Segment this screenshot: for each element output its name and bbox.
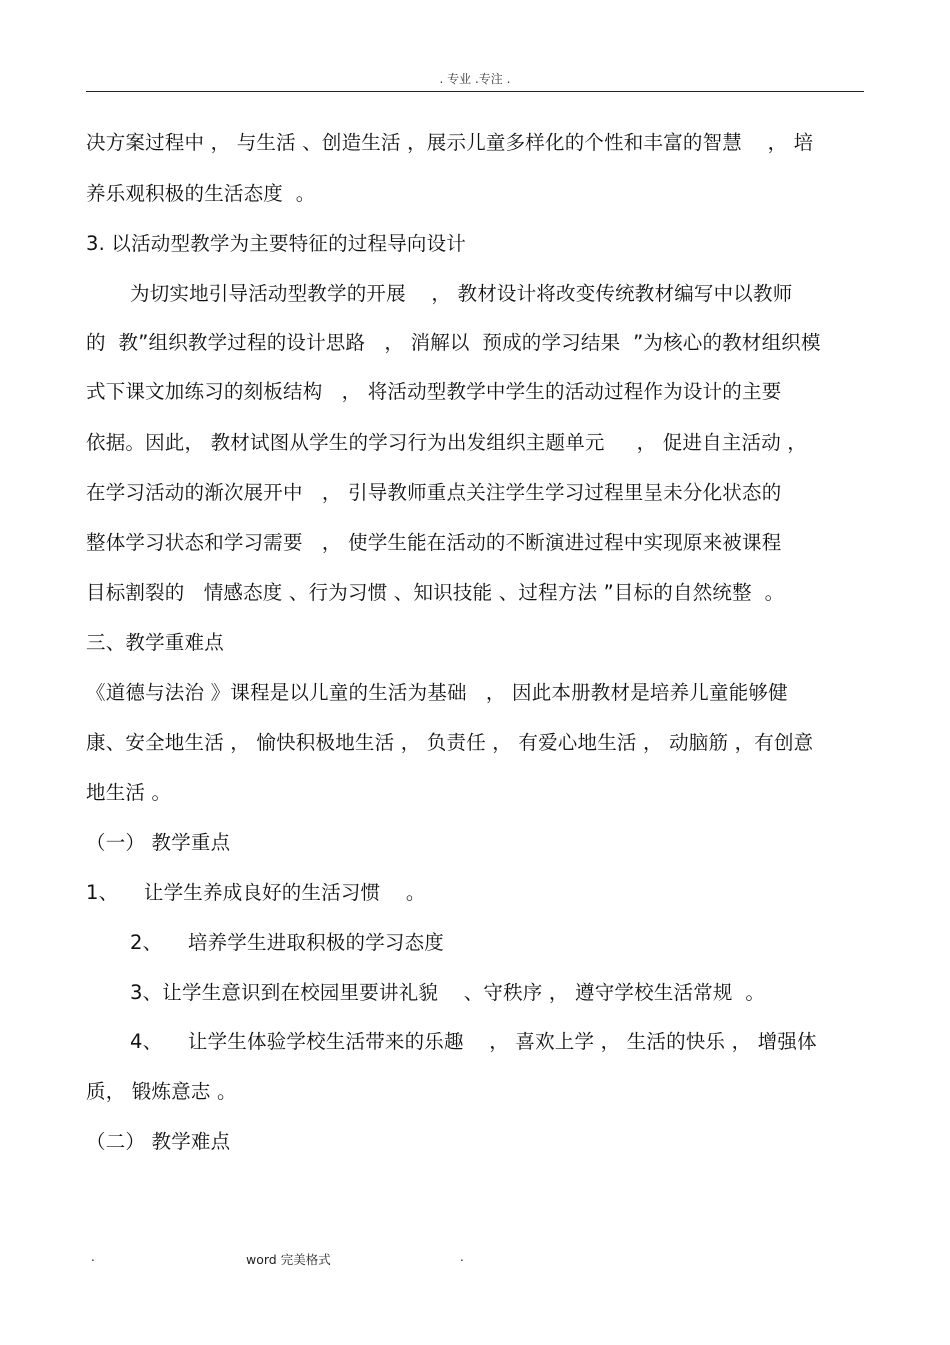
- page-header: . 专业 .专注 .: [439, 72, 511, 86]
- footer-left-dot: .: [91, 1250, 95, 1264]
- footer-right-dot: .: [460, 1250, 464, 1264]
- section-heading: 三、教学重难点: [86, 631, 224, 654]
- paragraph-line: 依据。因此， 教材试图从学生的学习行为出发组织主题单元 ， 促进自主活动 ，: [86, 431, 807, 454]
- paragraph-line: 在学习活动的渐次展开中 ， 引导教师重点关注学生学习过程里呈未分化状态的: [86, 481, 782, 504]
- paragraph-line: 养乐观积极的生活态度 。: [86, 182, 316, 205]
- paragraph-line: 康、安全地生活 ， 愉快积极地生活 ， 负责任 ， 有爱心地生活 ， 动脑筋 ，有创意: [86, 731, 814, 754]
- paragraph-line: 整体学习状态和学习需要 ， 使学生能在活动的不断演进过程中实现原来被课程: [86, 531, 782, 554]
- list-item: 3、让学生意识到在校园里要讲礼貌 、守秩序 ， 遵守学校生活常规 。: [130, 981, 766, 1004]
- subsection-heading: （一） 教学重点: [86, 831, 231, 854]
- paragraph-line: 决方案过程中 ， 与生活 、创造生活 ，展示儿童多样化的个性和丰富的智慧 ， 培: [86, 131, 814, 154]
- list-item: 1、 让学生养成良好的生活习惯 。: [86, 881, 426, 904]
- paragraph-line: 的 教”组织教学过程的设计思路 ， 消解以 预成的学习结果 ”为核心的教材组织模: [86, 331, 821, 354]
- paragraph-line: 目标割裂的 情感态度 、行为习惯 、知识技能 、过程方法 ”目标的自然统整 。: [86, 581, 785, 604]
- section-heading: 3. 以活动型教学为主要特征的过程导向设计: [86, 232, 467, 255]
- subsection-heading: （二） 教学难点: [86, 1130, 231, 1153]
- list-item: 2、 培养学生进取积极的学习态度: [130, 931, 445, 954]
- header-divider: [86, 91, 864, 92]
- list-item: 4、 让学生体验学校生活带来的乐趣 ， 喜欢上学 ， 生活的快乐 ， 增强体: [130, 1030, 817, 1053]
- paragraph-line: 式下课文加练习的刻板结构 ， 将活动型教学中学生的活动过程作为设计的主要: [86, 380, 782, 403]
- paragraph-line: 地生活 。: [86, 781, 172, 804]
- paragraph-line: 为切实地引导活动型教学的开展 ， 教材设计将改变传统教材编写中以教师: [130, 282, 793, 305]
- paragraph-line: 《道德与法治 》课程是以儿童的生活为基础 ， 因此本册教材是培养儿童能够健: [86, 681, 788, 704]
- page-footer: word 完美格式: [246, 1252, 331, 1267]
- paragraph-line: 质， 锻炼意志 。: [86, 1080, 237, 1103]
